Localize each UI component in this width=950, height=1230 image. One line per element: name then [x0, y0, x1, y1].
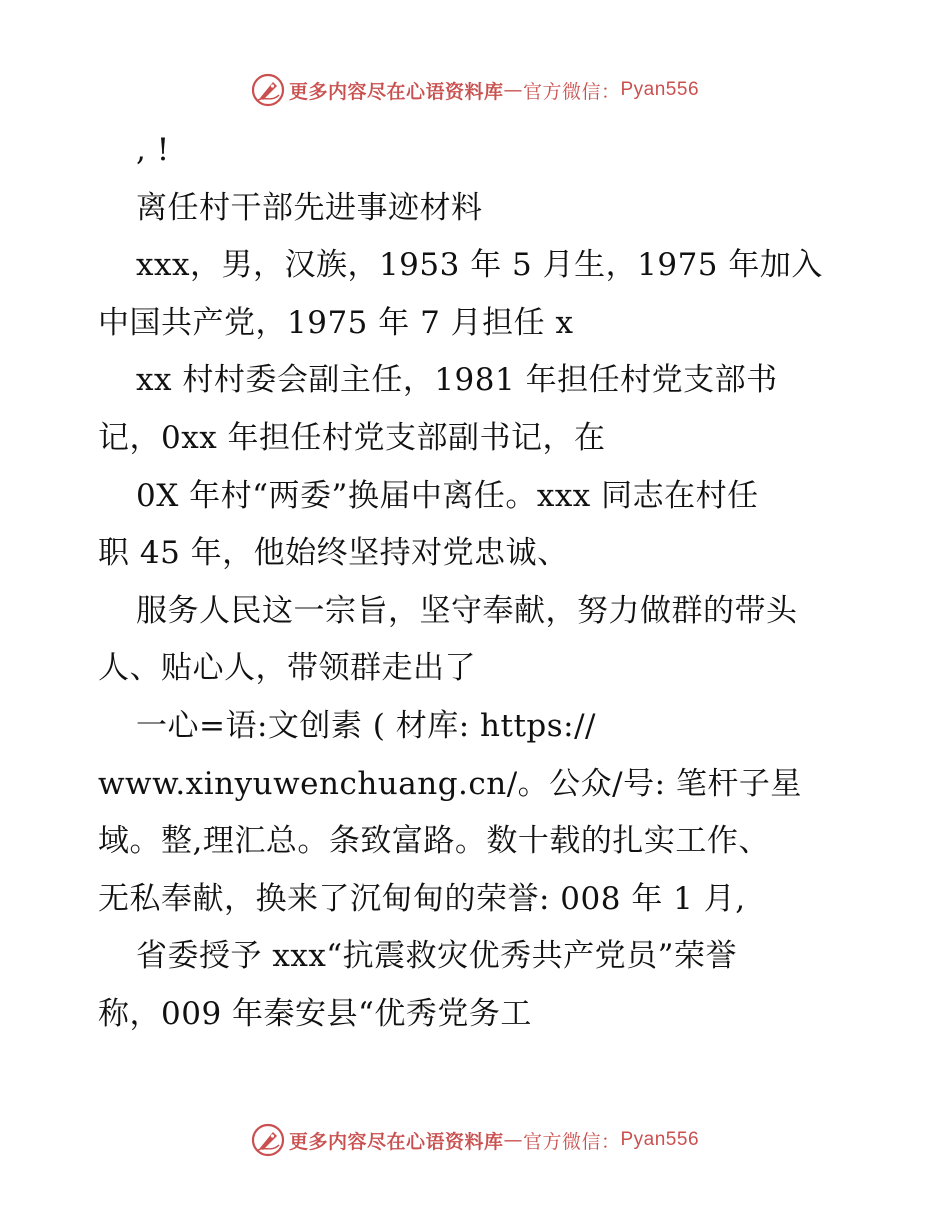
text-line: 服务人民这一宗旨，坚守奉献，努力做群的带头	[136, 592, 798, 629]
text-line: 职 45 年，他始终坚持对党忠诚、	[98, 535, 569, 572]
text-line: 一心=语:文创素 ( 材库: https://	[136, 707, 596, 744]
text-line: , !	[136, 132, 170, 168]
banner-separator: —	[503, 79, 523, 101]
text-line: 中国共产党，1975 年 7 月担任 x	[98, 304, 574, 341]
text-line: 无私奉献，换来了沉甸甸的荣誉: 008 年 1 月,	[98, 880, 746, 917]
text-line: xxx，男，汉族，1953 年 5 月生，1975 年加入	[136, 247, 823, 284]
banner-brand-text: 更多内容尽在心语资料库	[288, 80, 504, 103]
text-line: 人、贴心人，带领群走出了	[98, 650, 476, 687]
text-line: xx 村村委会副主任，1981 年担任村党支部书	[136, 362, 778, 399]
banner-official-label: 官方微信：	[522, 80, 621, 103]
pen-nib-logo-icon	[251, 73, 285, 107]
text-line: 0X 年村“两委”换届中离任。xxx 同志在村任	[136, 477, 759, 514]
text-line: 记，0xx 年担任村党支部副书记，在	[98, 419, 606, 456]
document-title: 离任村干部先进事迹材料	[136, 189, 483, 226]
banner-brand-text: 更多内容尽在心语资料库	[288, 1130, 504, 1153]
banner-separator: —	[503, 1129, 523, 1151]
text-line: 称，009 年秦安县“优秀党务工	[98, 995, 532, 1032]
banner-wechat-id: Pyan556	[620, 1129, 700, 1150]
header-banner	[0, 70, 950, 110]
text-line: www.xinyuwenchuang.cn/。公众/号: 笔杆子星	[98, 765, 802, 802]
banner-wechat-id: Pyan556	[620, 79, 700, 100]
banner-official-label: 官方微信：	[522, 1130, 621, 1153]
pen-nib-logo-icon	[251, 1123, 285, 1157]
footer-banner	[0, 1120, 950, 1160]
text-line: 省委授予 xxx“抗震救灾优秀共产党员”荣誉	[136, 938, 737, 975]
document-body	[98, 122, 878, 1044]
text-line: 域。整,理汇总。条致富路。数十载的扎实工作、	[98, 823, 770, 860]
